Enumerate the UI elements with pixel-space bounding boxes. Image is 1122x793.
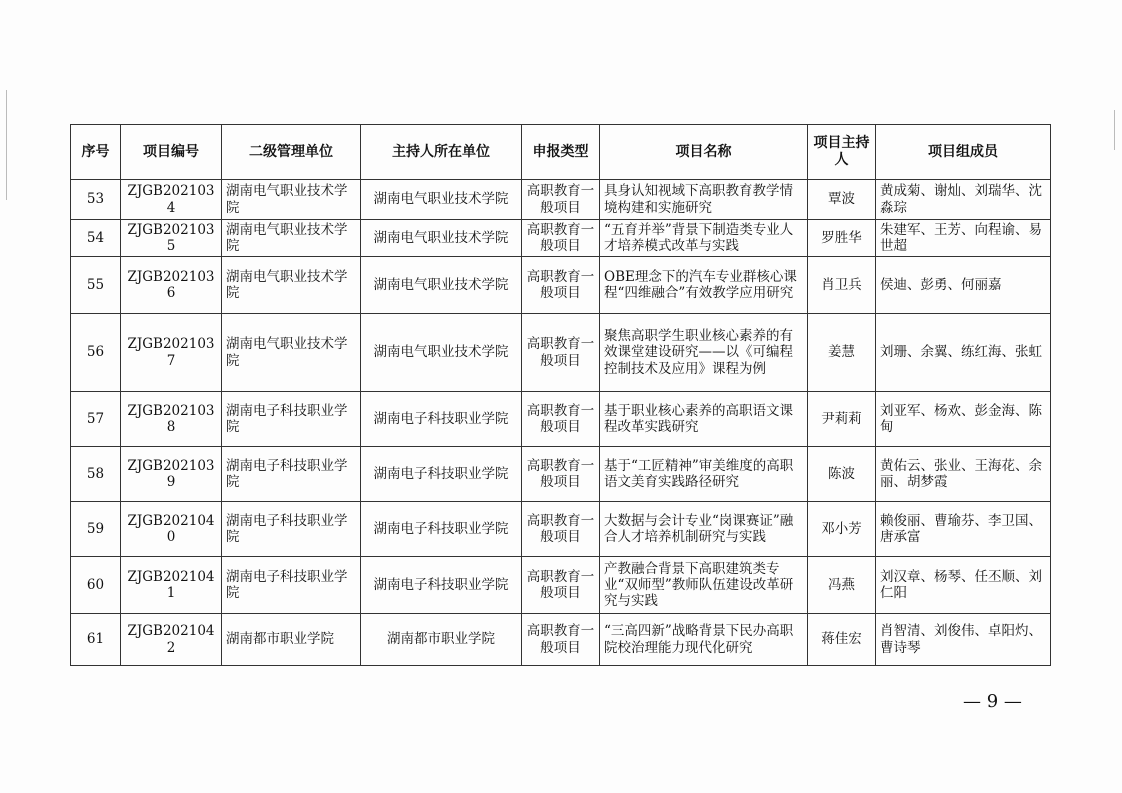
row-application-type: 高职教育一般项目 — [522, 257, 600, 314]
row-project-name: “三高四新”战略背景下民办高职院校治理能力现代化研究 — [600, 614, 808, 666]
row-project-code: ZJGB2021042 — [121, 614, 222, 666]
row-project-leader: 邓小芳 — [808, 502, 876, 557]
header-team-members: 项目组成员 — [876, 125, 1051, 180]
row-project-leader: 覃波 — [808, 180, 876, 220]
row-management-unit: 湖南电子科技职业学院 — [222, 447, 361, 502]
row-project-code: ZJGB2021040 — [121, 502, 222, 557]
row-management-unit: 湖南电气职业技术学院 — [222, 257, 361, 314]
header-project-code: 项目编号 — [121, 125, 222, 180]
row-host-unit: 湖南电气职业技术学院 — [361, 220, 522, 257]
row-management-unit: 湖南电子科技职业学院 — [222, 502, 361, 557]
row-project-leader: 姜慧 — [808, 314, 876, 392]
row-seq: 54 — [71, 220, 121, 257]
row-management-unit: 湖南电气职业技术学院 — [222, 314, 361, 392]
scan-edge-mark-right — [1114, 110, 1115, 150]
row-project-code: ZJGB2021041 — [121, 557, 222, 614]
table-row — [71, 180, 1051, 220]
row-application-type: 高职教育一般项目 — [522, 180, 600, 220]
row-seq: 56 — [71, 314, 121, 392]
row-host-unit: 湖南电子科技职业学院 — [361, 392, 522, 447]
row-seq: 53 — [71, 180, 121, 220]
row-team-members: 刘珊、余翼、练红海、张虹 — [876, 314, 1051, 392]
row-application-type: 高职教育一般项目 — [522, 502, 600, 557]
row-project-name: OBE理念下的汽车专业群核心课程“四维融合”有效教学应用研究 — [600, 257, 808, 314]
header-project-name: 项目名称 — [600, 125, 808, 180]
row-team-members: 赖俊丽、曹瑜芬、李卫国、唐承富 — [876, 502, 1051, 557]
row-project-leader: 陈波 — [808, 447, 876, 502]
row-host-unit: 湖南电子科技职业学院 — [361, 502, 522, 557]
row-management-unit: 湖南电子科技职业学院 — [222, 392, 361, 447]
table-row — [71, 557, 1051, 614]
row-project-code: ZJGB2021035 — [121, 220, 222, 257]
row-project-leader: 罗胜华 — [808, 220, 876, 257]
row-project-name: “五育并举”背景下制造类专业人才培养模式改革与实践 — [600, 220, 808, 257]
table-body — [71, 180, 1051, 666]
row-application-type: 高职教育一般项目 — [522, 220, 600, 257]
page-number: — 9 — — [963, 691, 1022, 712]
row-team-members: 肖智清、刘俊伟、卓阳灼、曹诗琴 — [876, 614, 1051, 666]
project-table — [70, 124, 1051, 666]
row-seq: 61 — [71, 614, 121, 666]
row-application-type: 高职教育一般项目 — [522, 392, 600, 447]
row-management-unit: 湖南电气职业技术学院 — [222, 220, 361, 257]
row-host-unit: 湖南电气职业技术学院 — [361, 180, 522, 220]
row-management-unit: 湖南电气职业技术学院 — [222, 180, 361, 220]
row-project-name: 基于“工匠精神”审美维度的高职语文美育实践路径研究 — [600, 447, 808, 502]
row-project-leader: 蒋佳宏 — [808, 614, 876, 666]
row-team-members: 黄佑云、张业、王海花、余丽、胡梦霞 — [876, 447, 1051, 502]
row-host-unit: 湖南电子科技职业学院 — [361, 447, 522, 502]
table-header-row — [71, 125, 1051, 180]
row-project-name: 大数据与会计专业“岗课赛证”融合人才培养机制研究与实践 — [600, 502, 808, 557]
table-row — [71, 392, 1051, 447]
row-project-name: 产教融合背景下高职建筑类专业“双师型”教师队伍建设改革研究与实践 — [600, 557, 808, 614]
row-seq: 60 — [71, 557, 121, 614]
row-seq: 57 — [71, 392, 121, 447]
row-team-members: 侯迪、彭勇、何丽嘉 — [876, 257, 1051, 314]
table-row — [71, 447, 1051, 502]
row-team-members: 刘亚军、杨欢、彭金海、陈甸 — [876, 392, 1051, 447]
table-row — [71, 314, 1051, 392]
row-management-unit: 湖南都市职业学院 — [222, 614, 361, 666]
row-seq: 59 — [71, 502, 121, 557]
row-project-leader: 尹莉莉 — [808, 392, 876, 447]
table-row — [71, 502, 1051, 557]
row-seq: 58 — [71, 447, 121, 502]
row-host-unit: 湖南都市职业学院 — [361, 614, 522, 666]
row-application-type: 高职教育一般项目 — [522, 614, 600, 666]
row-host-unit: 湖南电气职业技术学院 — [361, 314, 522, 392]
row-project-code: ZJGB2021038 — [121, 392, 222, 447]
row-host-unit: 湖南电子科技职业学院 — [361, 557, 522, 614]
row-project-name: 聚焦高职学生职业核心素养的有效课堂建设研究——以《可编程控制技术及应用》课程为例 — [600, 314, 808, 392]
row-application-type: 高职教育一般项目 — [522, 314, 600, 392]
row-project-code: ZJGB2021039 — [121, 447, 222, 502]
header-seq: 序号 — [71, 125, 121, 180]
row-team-members: 朱建军、王芳、向程谕、易世超 — [876, 220, 1051, 257]
row-application-type: 高职教育一般项目 — [522, 447, 600, 502]
row-project-code: ZJGB2021036 — [121, 257, 222, 314]
row-project-code: ZJGB2021037 — [121, 314, 222, 392]
header-host-unit: 主持人所在单位 — [361, 125, 522, 180]
row-project-name: 具身认知视域下高职教育教学情境构建和实施研究 — [600, 180, 808, 220]
row-project-leader: 冯燕 — [808, 557, 876, 614]
header-application-type: 申报类型 — [522, 125, 600, 180]
row-project-name: 基于职业核心素养的高职语文课程改革实践研究 — [600, 392, 808, 447]
header-project-leader: 项目主持人 — [808, 125, 876, 180]
scan-edge-mark-left — [6, 90, 7, 200]
header-management-unit: 二级管理单位 — [222, 125, 361, 180]
row-project-code: ZJGB2021034 — [121, 180, 222, 220]
row-team-members: 黄成菊、谢灿、刘瑞华、沈淼琮 — [876, 180, 1051, 220]
row-team-members: 刘汉章、杨琴、任丕顺、刘仁阳 — [876, 557, 1051, 614]
row-seq: 55 — [71, 257, 121, 314]
row-host-unit: 湖南电气职业技术学院 — [361, 257, 522, 314]
table-row — [71, 614, 1051, 666]
table-row — [71, 257, 1051, 314]
row-project-leader: 肖卫兵 — [808, 257, 876, 314]
table-row — [71, 220, 1051, 257]
row-application-type: 高职教育一般项目 — [522, 557, 600, 614]
row-management-unit: 湖南电子科技职业学院 — [222, 557, 361, 614]
